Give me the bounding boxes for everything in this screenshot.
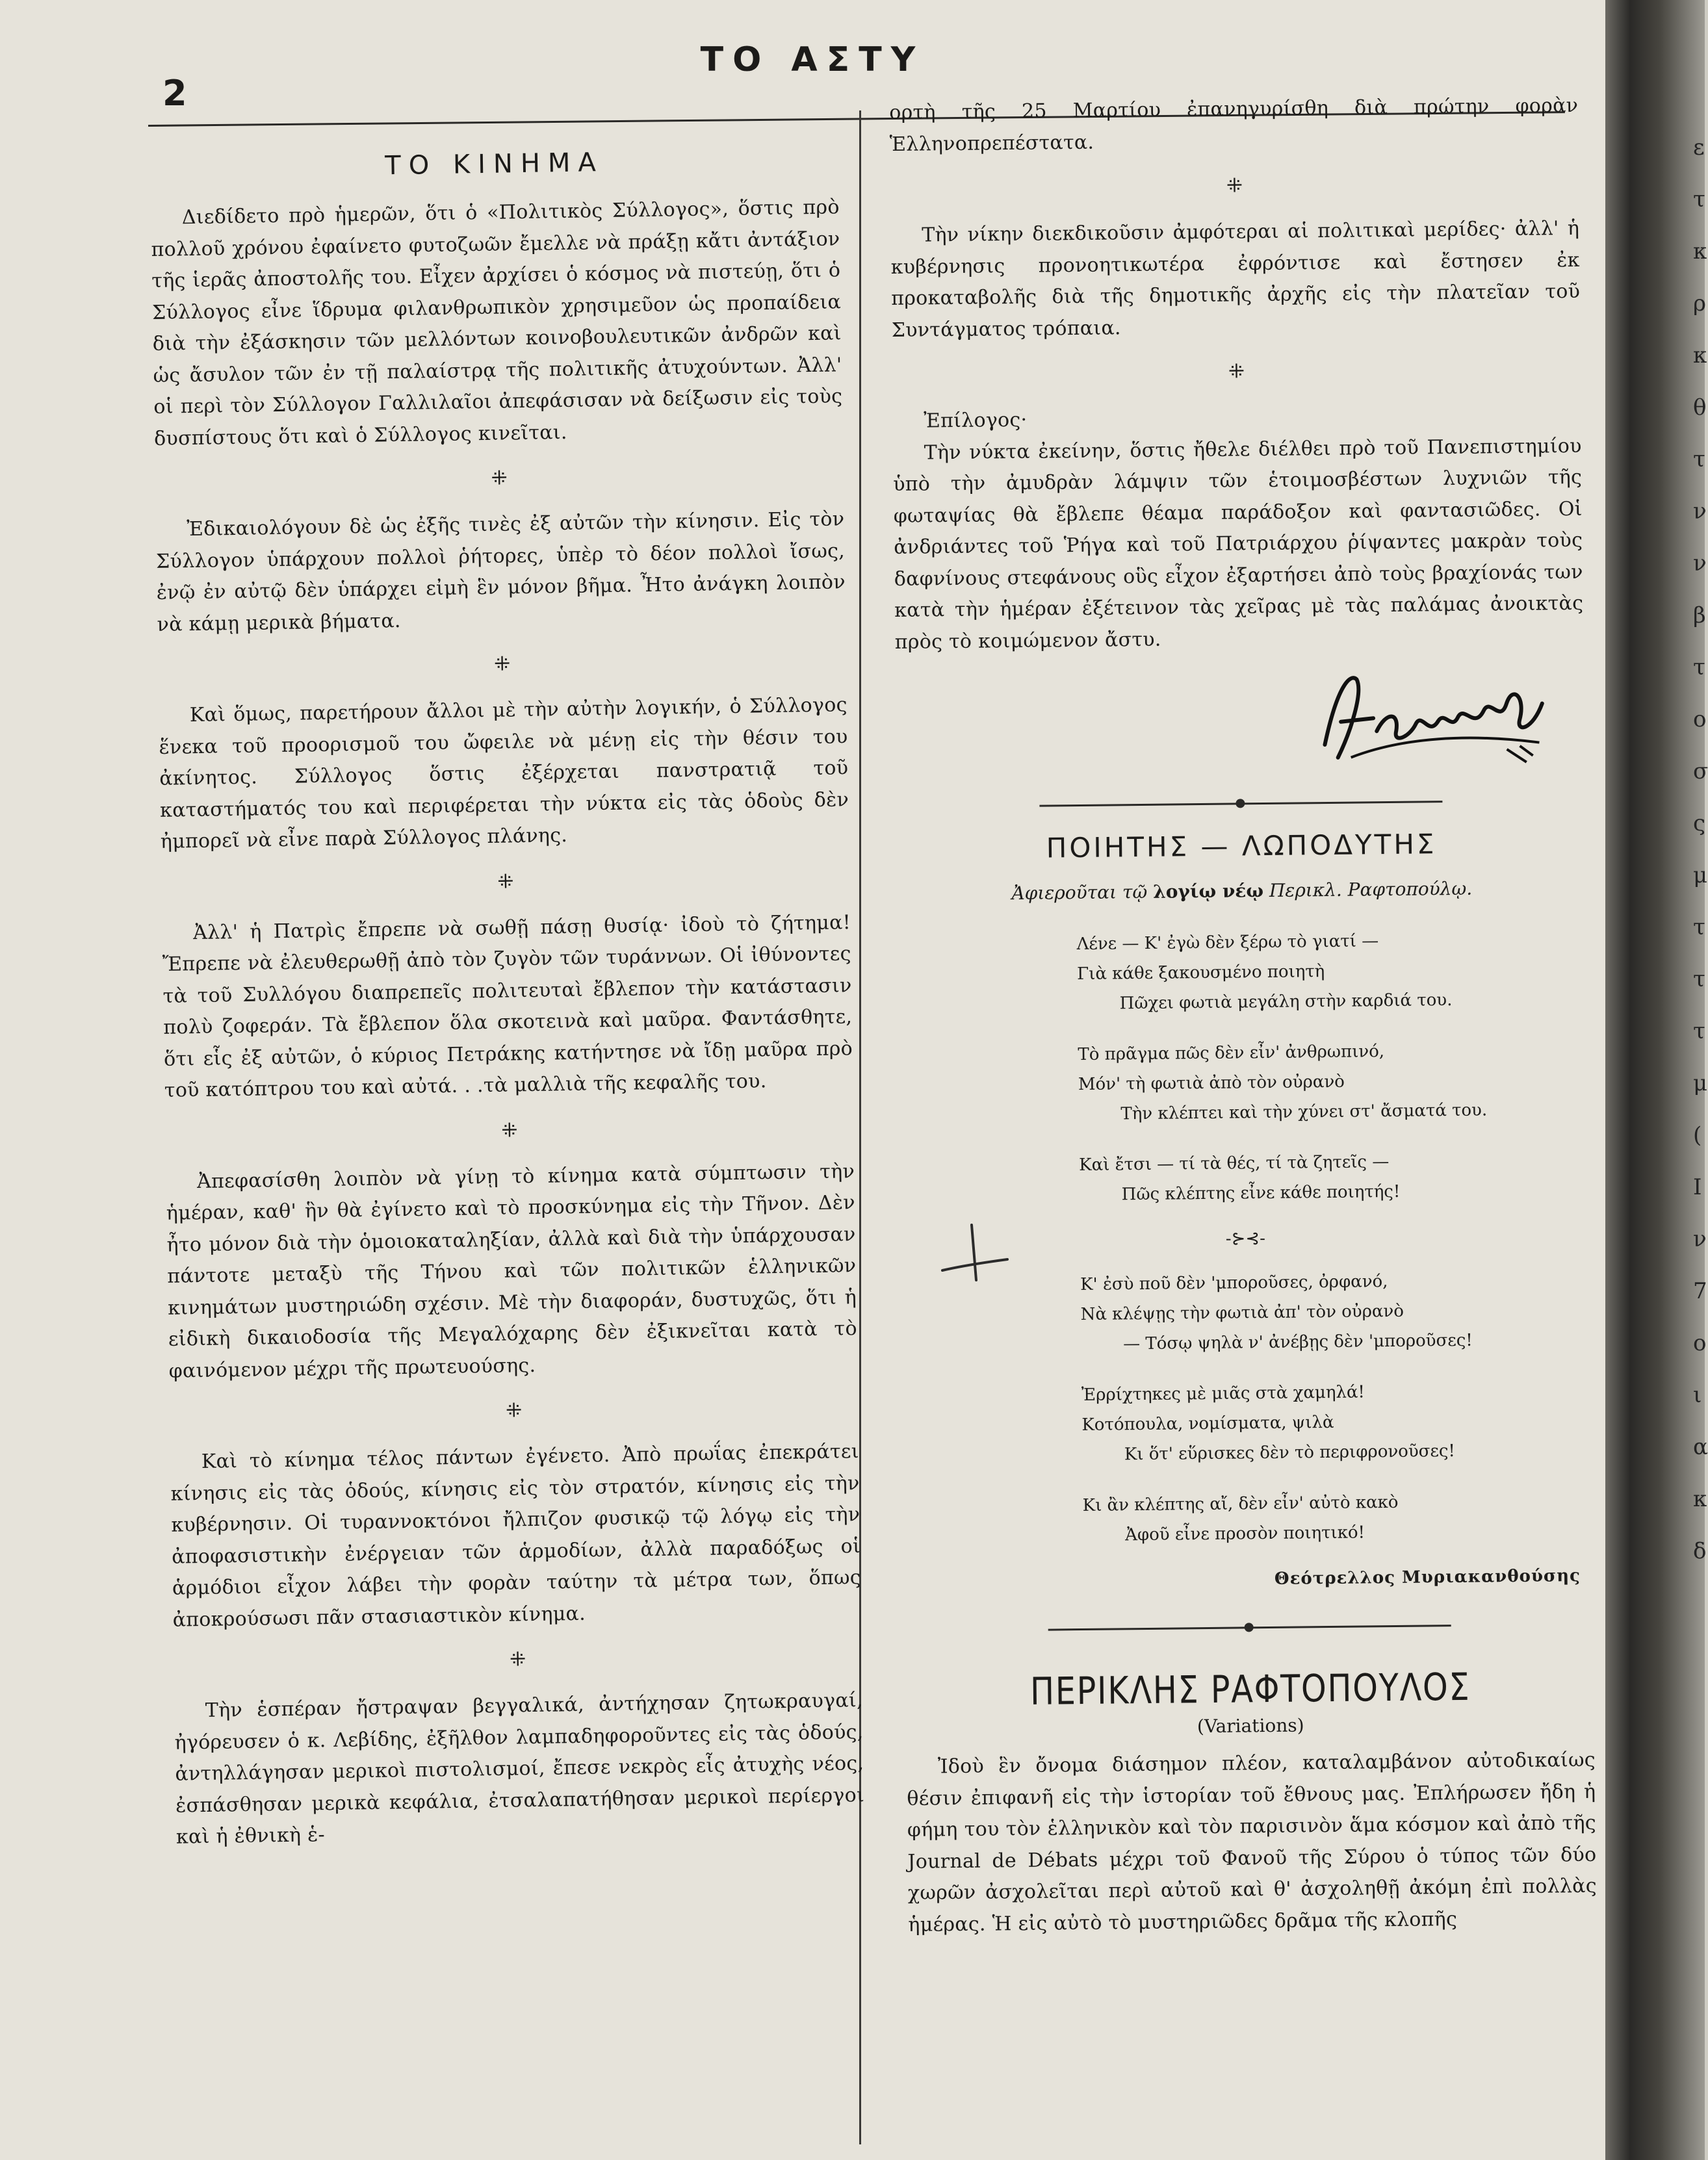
edge-letter: τ — [1693, 654, 1705, 680]
poem-verse: Γιὰ κάθε ξακουσμένο ποιητὴ — [1076, 962, 1325, 984]
poem-verse: Πῶχει φωτιὰ μεγάλη στὴν καρδιά του. — [1119, 990, 1453, 1014]
poem-verse: Μόν' τὴ φωτιὰ ἀπὸ τὸν οὐρανὸ — [1078, 1072, 1345, 1095]
edge-letter: κ — [1693, 342, 1707, 368]
poem-verse: Πῶς κλέπτης εἶνε κάθε ποιητής! — [1121, 1181, 1401, 1205]
edge-letter: τ — [1693, 1018, 1705, 1044]
signature-icon — [1311, 658, 1559, 777]
left-column — [149, 132, 865, 1853]
article-paragraph: Τὴν ἑσπέραν ἤστραψαν βεγγαλικά, ἀντήχησαν ζητωκραυγαί, ἠγόρευσεν ὁ κ. Λεβίδης, ἐξῆλθον λαμπαδηφοροῦντες εἰς τὰς ὁδούς, ἀντηλλάγησαν μερικοὶ πιστολισμοί, ἔπεσε νεκρὸς εἷς ἀτυχὴς νέος, ἐσπάσθησαν μερικὰ κεφάλια, ἐτσαλαπατήθησαν μερικοὶ περίεργοι καὶ ἡ ἐθνικὴ ἑ- — [174, 1689, 865, 1849]
section-title: ΤΟ ΚΙΝΗΜΑ — [384, 148, 604, 181]
edge-letter: μ — [1693, 1070, 1708, 1096]
article-paragraph: Καὶ τὸ κίνημα τέλος πάντων ἐγένετο. Ἀπὸ πρωΐας ἐπεκράτει κίνησις εἰς τὰς ὁδούς, κίνησις εἰς τὸν στρατόν, κίνησις εἰς τὴν κυβέρνησιν. Οἱ τυραννοκτόνοι ἤλπιζον φυσικῷ τῷ λόγῳ εἰς τὴν ἀποφασιστικὴν ἐνέργειαν τῶν ἁρμοδίων, ἀλλὰ παραδόξως οἱ ἁρμόδιοι εἶχον λάβει τὴν φορὰν ταύτην τὰ μέτρα των, ὅπως ἀποκρούσωσι πᾶν στασιαστικὸν κίνημα. — [170, 1440, 862, 1632]
edge-letter: ο — [1693, 706, 1707, 732]
poem-verse: Κοτόπουλα, νομίσματα, ψιλὰ — [1081, 1412, 1334, 1435]
binding-shadow — [1605, 0, 1708, 2160]
article-paragraph: Ἐδικαιολόγουν δὲ ὡς ἐξῆς τινὲς ἐξ αὐτῶν τὴν κίνησιν. Εἰς τὸν Σύλλογον ὑπάρχουν πολλοὶ ῥήτορες, ὑπὲρ τὸ δέον πολλοὶ ἴσως, ἐνῷ ἐν αὐτῷ δὲν ὑπάρχει εἰμὴ ἓν μόνον βῆμα. Ἦτο ἀνάγκη λοιπὸν νὰ κάμῃ μερικὰ βήματα. — [155, 508, 846, 636]
edge-letter: δ — [1693, 1538, 1707, 1564]
poem-verse: Κ' ἐσὺ ποῦ δὲν 'μποροῦσες, ὀρφανό, — [1080, 1272, 1388, 1295]
handwritten-signature — [895, 651, 1585, 788]
poem-verse: Κι ἂν κλέπτης αἴ, δὲν εἶν' αὐτὸ κακὸ — [1082, 1492, 1399, 1516]
edge-letter: τ — [1693, 446, 1705, 472]
article-subtitle: (Variations) — [1197, 1714, 1304, 1738]
section-break-star: ⁜ — [497, 869, 514, 894]
poem-verse: Καὶ ἔτσι — τί τὰ θές, τί τὰ ζητεῖς — — [1079, 1152, 1390, 1176]
edge-letter: ε — [1693, 135, 1705, 161]
article-paragraph: Ἰδοὺ ἓν ὄνομα διάσημον πλέον, καταλαμβάνον αὐτοδικαίως θέσιν ἐπιφανῆ εἰς τὴν ἱστορίαν τοῦ ἔθνους μας. Ἐπλήρωσεν ἤδη ἡ φήμη του τὸν ἑλληνικὸν καὶ τὸν παρισινὸν ἅμα κόσμον καὶ ἀπὸ τῆς Journal de Débats μέχρι τοῦ Φανοῦ τῆς Σύρου ὁ τύπος τῶν δύο χωρῶν ἀσχολεῖται περὶ αὐτοῦ καὶ θ' ἀσχοληθῇ ἀκόμη ἐπὶ πολλὰς ἡμέρας. Ἡ εἰς αὐτὸ τὸ μυστηριῶδες δρᾶμα τῆς κλοπῆς — [907, 1748, 1598, 1936]
poem-author: Θεότρελλος Μυριακανθούσης — [1274, 1565, 1581, 1589]
ornament-rule — [905, 1612, 1594, 1645]
poem-verse: Τὴν κλέπτει καὶ τὴν χύνει στ' ἄσματά του. — [1120, 1100, 1488, 1124]
edge-letter: ο — [1693, 1330, 1707, 1356]
poem-verse: — Τόσῳ ψηλὰ ν' ἀνέβῃς δὲν 'μποροῦσες! — [1122, 1330, 1473, 1354]
poem-stanza — [898, 924, 1587, 1021]
epilogue-heading: Ἐπίλογος· — [924, 408, 1028, 433]
poem-stanza — [899, 1035, 1588, 1131]
section-break-star: ⁜ — [509, 1648, 526, 1671]
article-paragraph: Ἀλλ' ἡ Πατρὶς ἔπρεπε νὰ σωθῇ πάσῃ θυσίᾳ· ἰδοὺ τὸ ζήτημα! Ἔπρεπε νὰ ἐλευθερωθῇ ἀπὸ τὸν ζυγὸν τῶν τυράννων. Οἱ ἰθύνοντες τὰ τοῦ Συλλόγου διαπρεπεῖς πολιτευταὶ ἔβλεπον τὴν κατάστασιν πολὺ ζοφεράν. Τὰ ἔβλεπον ὅλα σκοτεινὰ καὶ μαῦρα. Φαντάσθητε, ὅτι εἷς ἐξ αὐτῶν, ὁ κύριος Πετράκης κατήντησε νὰ ἴδῃ μαῦρα πρὸ τοῦ κατόπτρου του καὶ αὐτά. . .τὰ μαλλιὰ τῆς κεφαλῆς του. — [162, 910, 853, 1102]
edge-letter: α — [1693, 1434, 1708, 1460]
article-paragraph: Ἀπεφασίσθη λοιπὸν νὰ γίνῃ τὸ κίνημα κατὰ σύμπτωσιν τὴν ἡμέραν, καθ' ἣν θὰ ἐγίνετο καὶ τὸ προσκύνημα εἰς τὴν Τῆνον. Δὲν ἦτο μόνον διὰ τὴν ὁμοιοκαταληξίαν, ἀλλὰ καὶ διὰ τὴν ὑπάρχουσαν πάντοτε μεταξὺ τῆς Τήνου καὶ τῶν πολιτικῶν ἑλληνικῶν κινημάτων μυστηριώδη σχέσιν. Μὲ τὴν διαφοράν, δυστυχῶς, ὅτι ἡ εἰδικὴ δικαιοδοσία τῆς Μεγαλόχαρης δὲν ἐξικνεῖται κατὰ τὸ φαινόμενον μέχρι τῆς πρωτευούσης. — [166, 1159, 858, 1383]
poem-title: ΠΟΙΗΤΗΣ — ΛΩΠΟΔΥΤΗΣ — [1046, 828, 1437, 864]
poem-dedication: Ἀφιεροῦται τῷ λογίῳ νέῳ Περικλ. Ραφτοπούλῳ. — [1011, 877, 1473, 905]
page-number: 2 — [162, 73, 187, 114]
section-break-star: ⁜ — [505, 1399, 523, 1422]
article-paragraph: Καὶ ὅμως, παρετήρουν ἄλλοι μὲ τὴν αὐτὴν λογικήν, ὁ Σύλλογος ἕνεκα τοῦ προορισμοῦ του ὤφειλε νὰ μένῃ εἰς τὴν θέσιν του ἀκίνητος. Σύλλογος ὅστις ἐξέρχεται πανστρατιᾷ τοῦ καταστήματός του καὶ περιφέρεται τὴν νύκτα εἰς τὰς ὁδοὺς δὲν ἠμπορεῖ νὰ εἶνε παρὰ Σύλλογος πλάνης. — [159, 693, 849, 853]
poem-stanza — [903, 1485, 1593, 1552]
section-break-star: ⁜ — [501, 1118, 518, 1142]
edge-letter: 7 — [1693, 1278, 1707, 1304]
edge-letter: τ — [1693, 914, 1705, 940]
section-break-star: ⁜ — [491, 467, 508, 490]
edge-letter: τ — [1693, 186, 1705, 212]
poem-stanza — [903, 1375, 1592, 1472]
edge-letter: ν — [1693, 498, 1707, 524]
poem-verse: Κι ὅτ' εὕρισκες δὲν τὸ περιφρονοῦσες! — [1124, 1441, 1456, 1465]
edge-letter: Ι — [1693, 1174, 1702, 1200]
poem-verse: Λένε — Κ' ἐγὼ δὲν ξέρω τὸ γιατί — — [1076, 931, 1379, 955]
article-paragraph: Διεδίδετο πρὸ ἡμερῶν, ὅτι ὁ «Πολιτικὸς Σύλλογος», ὅστις πρὸ πολλοῦ χρόνου ἐφαίνετο φυτοζωῶν ἔμελλε νὰ πράξῃ κἄτι ἀντάξιον τῆς ἱερᾶς ἀποστολῆς του. Εἶχεν ἀρχίσει ὁ κόσμος νὰ πιστεύῃ, ὅτι ὁ Σύλλογος εἶνε ἵδρυμα φιλανθρωπικὸν χρησιμεῦον ὡς προπαίδεια διὰ τὴν ἐξάσκησιν τῶν μελλόντων κοινοβουλευτικῶν ἀνδρῶν καὶ ὡς ἄσυλον τῶν ἐν τῇ παλαίστρᾳ τῆς πολιτικῆς ἀτυχούντων. Ἀλλ' οἱ περὶ τὸν Σύλλογον Γαλλιλαῖοι ἀπεφάσισαν νὰ δείξωσιν εἰς τοὺς δυσπίστους ὅτι καὶ ὁ Σύλλογος κινεῖται. — [151, 196, 843, 450]
edge-letter: ν — [1693, 550, 1707, 576]
edge-letter: ς — [1693, 810, 1706, 836]
edge-letter: ν — [1693, 1226, 1707, 1252]
edge-letter: σ — [1693, 758, 1708, 784]
article-title: ΠΕΡΙΚΛΗΣ ΡΑΦΤΟΠΟΥΛΟΣ — [1029, 1664, 1471, 1714]
poem-stanza — [900, 1145, 1590, 1212]
edge-letter: ι — [1693, 1382, 1702, 1408]
right-column — [889, 90, 1598, 1941]
section-break-star: ⁜ — [1226, 174, 1243, 198]
article-paragraph: Τὴν νίκην διεκδικοῦσιν ἀμφότεραι αἱ πολιτικαὶ μερίδες· ἀλλ' ἡ κυβέρνησις προνοητικωτέρα ἐφρόντισε καὶ ἔστησεν ἐκ προκαταβολῆς διὰ τῆς δημοτικῆς ἀρχῆς εἰς τὴν πλατεῖαν τοῦ Συντάγματος τρόπαια. — [890, 216, 1581, 342]
poem-verse: Νὰ κλέψῃς τὴν φωτιὰ ἀπ' τὸν οὐρανὸ — [1080, 1301, 1404, 1325]
pencil-mark-icon — [936, 1222, 1014, 1293]
edge-letter: ρ — [1693, 290, 1706, 316]
ornament-rule — [896, 788, 1585, 821]
section-break-star: ⁜ — [1228, 360, 1245, 383]
edge-letter: κ — [1693, 1486, 1707, 1512]
edge-letter: β — [1693, 602, 1706, 628]
edge-letter: θ — [1693, 394, 1707, 420]
poem-verse: Τὸ πρᾶγμα πῶς δὲν εἶν' ἀνθρωπινό, — [1078, 1042, 1385, 1065]
article-paragraph: Τὴν νύκτα ἐκείνην, ὅστις ἤθελε διέλθει πρὸ τοῦ Πανεπιστημίου ὑπὸ τὴν ἀμυδρὰν λάμψιν τῶν ἑτοιμοσβέστων λυχνιῶν τῆς φωταψίας θὰ ἔβλεπε θέαμα παράδοξον καὶ φαντασιῶδες. Οἱ ἀνδριάντες τοῦ Ῥήγα καὶ τοῦ Πατριάρχου ῥίψαντες μακρὰν τοὺς δαφνίνους στεφάνους οὓς εἶχον ἐξαρτήσει ἀπὸ τοὺς βραχίονάς των κατὰ τὴν ἡμέραν ἐξέτεινον τὰς χεῖρας μὲ τὰς παλάμας ἀνοικτὰς πρὸς τὸ κοιμώμενον ἄστυ. — [893, 434, 1584, 654]
edge-letter: μ — [1693, 862, 1708, 888]
edge-letter: τ — [1693, 966, 1705, 992]
edge-letter: ( — [1693, 1122, 1702, 1148]
article-paragraph: ορτὴ τῆς 25 Μαρτίου ἐπανηγυρίσθη διὰ πρώτην φορὰν Ἑλληνοπρεπέστατα. — [889, 94, 1579, 156]
poem-verse: Ἀφοῦ εἶνε προσὸν ποιητικό! — [1125, 1523, 1365, 1545]
fleuron-icon: -⊱⊰- — [1225, 1229, 1266, 1249]
section-break-star: ⁜ — [493, 652, 511, 676]
poem-verse: Ἐρρίχτηκες μὲ μιᾶς στὰ χαμηλά! — [1081, 1382, 1365, 1406]
edge-letter: κ — [1693, 238, 1707, 264]
masthead: ΤΟ ΑΣΤΥ — [700, 40, 925, 79]
